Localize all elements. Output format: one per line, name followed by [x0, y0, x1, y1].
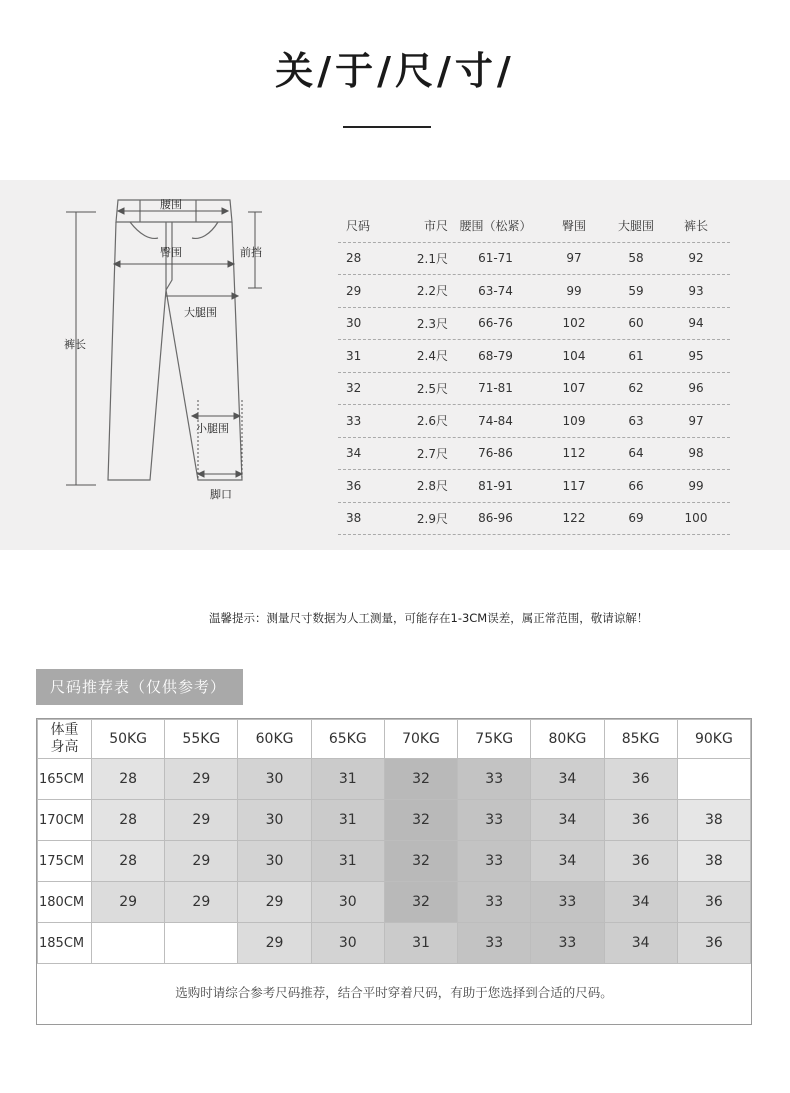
size-chart-row [338, 373, 730, 406]
recommend-size-cell: 31 [311, 759, 384, 800]
recommend-size-cell: 32 [384, 800, 457, 841]
size-chart-cell: 99 [688, 478, 704, 493]
recommend-row [38, 800, 751, 841]
size-chart-cell: 2.5尺 [416, 381, 448, 396]
weight-header-cell: 50KG [92, 720, 165, 759]
recommend-size-cell: 29 [238, 923, 311, 964]
recommend-size-cell: 29 [238, 882, 311, 923]
size-chart-cell: 29 [346, 283, 362, 298]
size-chart-cell: 64 [628, 446, 644, 461]
header-size: 尺码 [346, 219, 371, 234]
size-chart-cell: 32 [346, 381, 362, 396]
height-label-cell: 180CM [38, 882, 92, 923]
size-chart-cell: 102 [562, 316, 586, 331]
recommend-size-cell: 34 [531, 759, 604, 800]
size-chart-cell: 117 [562, 478, 586, 493]
recommend-size-cell: 29 [165, 882, 238, 923]
front-rise-label: 前挡 [240, 246, 262, 259]
page-title: 关/于/尺/寸/ [275, 49, 515, 93]
size-chart-cell: 2.7尺 [416, 446, 448, 461]
corner-cell [38, 720, 92, 759]
recommend-size-cell: 36 [604, 800, 677, 841]
recommend-size-cell: 28 [92, 759, 165, 800]
size-chart-row [338, 438, 730, 471]
size-chart-cell: 68-79 [478, 348, 513, 363]
size-chart-row [338, 243, 730, 276]
size-chart-row [338, 470, 730, 503]
pants-diagram [0, 180, 330, 550]
pants-outline-icon [0, 180, 330, 550]
recommend-size-cell: 31 [311, 841, 384, 882]
size-chart-cell: 31 [346, 348, 362, 363]
size-chart-cell: 63-74 [478, 283, 513, 298]
weight-header-cell: 90KG [677, 720, 750, 759]
size-chart-cell: 96 [688, 381, 704, 396]
recommend-size-cell: 33 [458, 841, 531, 882]
recommend-size-cell: 29 [165, 841, 238, 882]
size-chart-cell: 97 [688, 413, 704, 428]
size-chart-cell: 74-84 [478, 413, 513, 428]
size-chart-cell: 109 [562, 413, 586, 428]
header-hip: 臀围 [561, 219, 586, 234]
size-chart-cell: 104 [562, 348, 586, 363]
measurement-tip: 温馨提示：测量尺寸数据为人工测量，可能存在1-3CM误差，属正常范围，敬请谅解！ [209, 611, 649, 625]
size-chart-cell: 100 [684, 511, 708, 526]
size-chart-cell: 69 [628, 511, 644, 526]
size-chart-cell: 107 [562, 381, 586, 396]
size-chart-cell: 60 [628, 316, 644, 331]
recommend-size-cell: 33 [531, 923, 604, 964]
recommend-size-cell: 28 [92, 841, 165, 882]
size-chart-cell: 2.8尺 [416, 479, 448, 494]
recommend-section-header: 尺码推荐表（仅供参考） [36, 669, 243, 705]
size-chart-cell: 36 [346, 478, 362, 493]
recommend-size-cell: 30 [238, 800, 311, 841]
weight-header-cell: 65KG [311, 720, 384, 759]
hip-label: 臀围 [160, 246, 182, 259]
size-chart-cell: 66 [628, 478, 644, 493]
size-chart-cell: 2.3尺 [416, 316, 448, 331]
size-chart-cell: 95 [688, 348, 704, 363]
recommend-size-cell: 33 [531, 882, 604, 923]
recommend-size-cell: 33 [458, 800, 531, 841]
header-thigh: 大腿围 [617, 219, 654, 234]
recommend-size-cell: 38 [677, 800, 750, 841]
recommend-size-cell: 30 [311, 923, 384, 964]
size-chart-cell: 97 [566, 251, 582, 266]
recommend-size-cell: 33 [458, 759, 531, 800]
recommend-row [38, 882, 751, 923]
recommend-size-cell: 31 [384, 923, 457, 964]
size-chart-cell: 2.9尺 [416, 511, 448, 526]
size-chart-cell: 71-81 [478, 381, 513, 396]
header-waist: 腰围（松紧） [459, 219, 532, 234]
size-chart-cell: 28 [346, 251, 362, 266]
size-chart-cell: 61 [628, 348, 644, 363]
corner-weight-label: 体重 [50, 722, 79, 738]
size-chart-cell: 59 [628, 283, 644, 298]
title-underline [343, 126, 431, 128]
size-chart-cell: 2.1尺 [416, 251, 448, 266]
size-chart-cell: 122 [562, 511, 586, 526]
calf-label: 小腿围 [196, 422, 229, 435]
size-chart-cell: 33 [346, 413, 362, 428]
thigh-label: 大腿围 [184, 306, 217, 319]
size-chart-header-row [338, 210, 730, 243]
recommend-size-cell: 31 [311, 800, 384, 841]
height-label-cell: 170CM [38, 800, 92, 841]
recommend-size-cell: 38 [677, 841, 750, 882]
weight-header-cell: 70KG [384, 720, 457, 759]
recommend-size-cell [165, 923, 238, 964]
weight-header-cell: 85KG [604, 720, 677, 759]
size-chart-cell: 99 [566, 283, 582, 298]
recommend-size-cell: 32 [384, 841, 457, 882]
size-chart-row [338, 275, 730, 308]
recommend-footer-note: 选购时请综合参考尺码推荐，结合平时穿着尺码，有助于您选择到合适的尺码。 [175, 985, 613, 1000]
size-chart-cell: 62 [628, 381, 644, 396]
size-chart-cell: 38 [346, 511, 362, 526]
size-chart-cell: 86-96 [478, 511, 513, 526]
recommend-size-cell: 30 [238, 841, 311, 882]
size-chart-row [338, 405, 730, 438]
size-chart-row [338, 503, 730, 536]
size-chart-cell: 94 [688, 316, 704, 331]
size-chart-row [338, 340, 730, 373]
size-chart-table [338, 210, 730, 535]
size-chart-cell: 76-86 [478, 446, 513, 461]
recommend-size-cell: 34 [604, 882, 677, 923]
recommend-size-cell: 36 [677, 923, 750, 964]
recommend-size-cell [92, 923, 165, 964]
recommend-size-cell: 30 [238, 759, 311, 800]
recommend-size-cell: 29 [165, 800, 238, 841]
size-chart-cell: 34 [346, 446, 362, 461]
size-chart-cell: 30 [346, 316, 362, 331]
recommend-size-cell: 29 [92, 882, 165, 923]
size-chart-row [338, 308, 730, 341]
waist-label: 腰围 [160, 198, 182, 211]
recommend-size-cell: 36 [604, 759, 677, 800]
header-length: 裤长 [683, 219, 708, 234]
recommend-row [38, 923, 751, 964]
size-chart-cell: 93 [688, 283, 704, 298]
size-chart-cell: 2.2尺 [416, 284, 448, 299]
size-chart-cell: 2.6尺 [416, 414, 448, 429]
recommend-size-cell: 32 [384, 882, 457, 923]
recommend-size-cell: 29 [165, 759, 238, 800]
size-chart-cell: 2.4尺 [416, 349, 448, 364]
weight-header-cell: 80KG [531, 720, 604, 759]
size-measurement-panel [0, 180, 790, 550]
header-shichi: 市尺 [423, 219, 448, 234]
size-chart-cell: 98 [688, 446, 704, 461]
recommend-size-cell [677, 759, 750, 800]
size-recommendation-table [36, 718, 752, 1025]
recommend-size-cell: 28 [92, 800, 165, 841]
size-chart-cell: 63 [628, 413, 644, 428]
recommend-row [38, 841, 751, 882]
hem-label: 脚口 [210, 488, 232, 501]
recommend-size-cell: 36 [677, 882, 750, 923]
size-chart-cell: 58 [628, 251, 644, 266]
height-label-cell: 175CM [38, 841, 92, 882]
height-label-cell: 165CM [38, 759, 92, 800]
weight-header-cell: 55KG [165, 720, 238, 759]
corner-height-label: 身高 [50, 739, 79, 755]
recommend-size-cell: 33 [458, 882, 531, 923]
recommend-size-cell: 34 [531, 800, 604, 841]
recommend-row [38, 759, 751, 800]
recommend-size-cell: 33 [458, 923, 531, 964]
height-label-cell: 185CM [38, 923, 92, 964]
recommend-size-cell: 30 [311, 882, 384, 923]
weight-header-cell: 60KG [238, 720, 311, 759]
recommend-size-cell: 34 [604, 923, 677, 964]
weight-header-cell: 75KG [458, 720, 531, 759]
recommend-size-cell: 36 [604, 841, 677, 882]
recommend-size-cell: 34 [531, 841, 604, 882]
size-chart-cell: 92 [688, 251, 704, 266]
size-chart-cell: 112 [562, 446, 586, 461]
size-chart-cell: 81-91 [478, 478, 513, 493]
size-chart-cell: 66-76 [478, 316, 513, 331]
recommend-size-cell: 32 [384, 759, 457, 800]
size-chart-cell: 61-71 [478, 251, 513, 266]
length-label: 裤长 [64, 338, 86, 351]
